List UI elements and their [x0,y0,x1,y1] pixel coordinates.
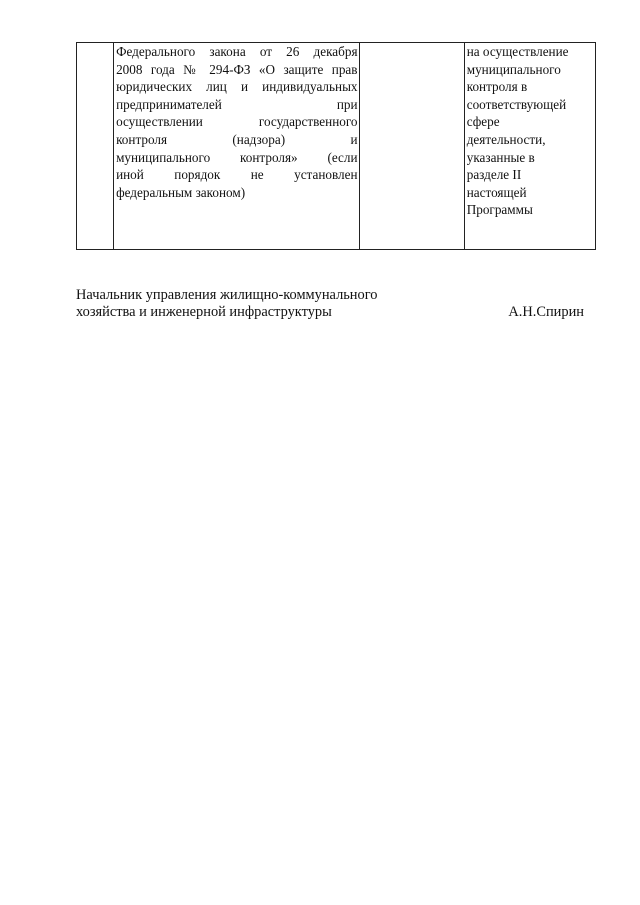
table-cell-deadline [359,43,464,250]
responsible-line: муниципального [466,61,561,77]
responsible-line: настоящей [466,184,527,200]
table-cell-number [77,43,114,250]
responsible-line: Программы [466,202,533,218]
responsible-line: деятельности, [466,131,546,147]
signer-title-line2: хозяйства и инженерной инфраструктуры [76,304,332,320]
responsible-line: контроля в [466,79,528,95]
responsible-line: указанные в [466,149,535,165]
responsible-line: на осуществление [466,44,569,59]
responsible-line: разделе II [466,167,522,183]
signature-row [76,304,584,321]
legal-basis-line: юридических лиц и индивидуальных [116,79,358,95]
table-row [77,43,596,250]
legal-basis-line: муниципального контроля» (если [116,149,358,165]
signer-name: А.Н.Спирин [508,304,584,320]
legal-basis-line: федеральным законом) [116,184,246,200]
signature-block [76,287,584,321]
table-cell-responsible [464,43,595,250]
legal-basis-line: осуществлении государственного [116,114,358,130]
legal-basis-line: Федерального закона от 26 декабря [116,44,358,59]
legal-basis-line: контроля (надзора) и [116,131,358,147]
legal-basis-line: предпринимателей при [116,96,358,112]
legal-basis-line: иной порядок не установлен [116,167,358,183]
responsible-line: сфере [466,114,500,130]
document-table [76,42,596,250]
signer-title-line1: Начальник управления жилищно-коммунального [76,287,378,303]
legal-basis-line: 2008 года № 294-ФЗ «О защите прав [116,61,358,77]
responsible-line: соответствующей [466,96,567,112]
table-cell-legal-basis [114,43,359,250]
